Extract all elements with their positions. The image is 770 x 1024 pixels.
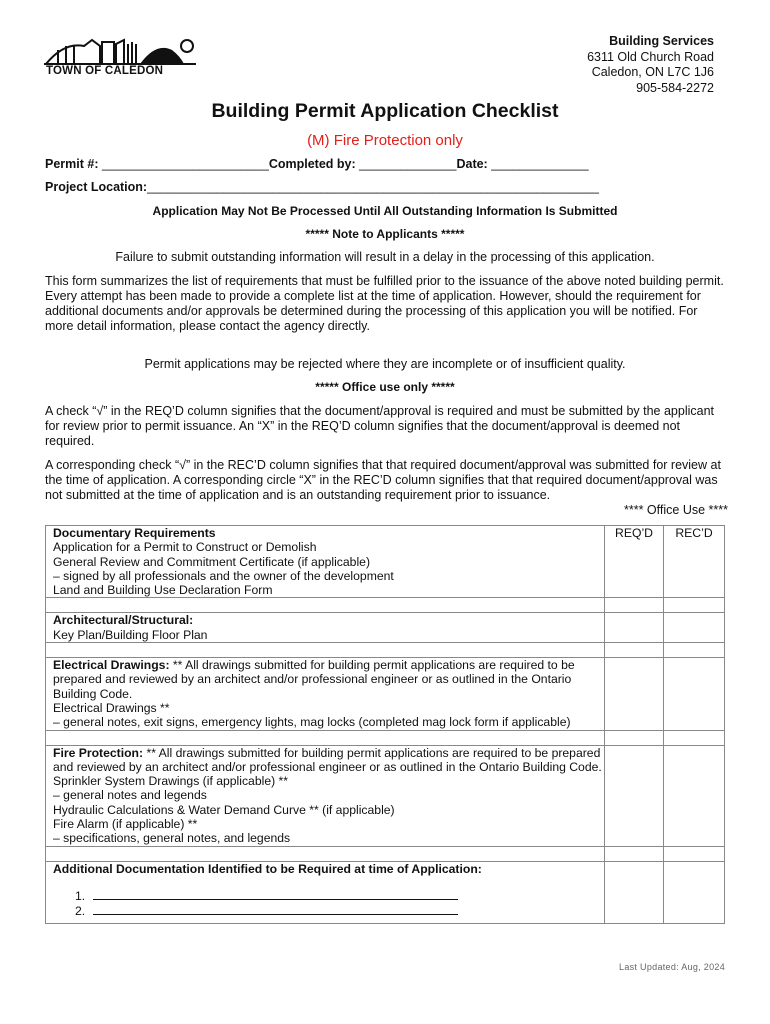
page-title: Building Permit Application Checklist: [211, 100, 559, 122]
doc-item: – signed by all professionals and the owner of the development: [53, 568, 394, 583]
project-location-row: [45, 180, 599, 194]
addl-blank-2[interactable]: [93, 903, 458, 915]
table-row: [46, 658, 725, 730]
permit-fields-row: [45, 157, 589, 171]
table-row: [46, 730, 725, 745]
arch-item: Key Plan/Building Floor Plan: [53, 627, 208, 642]
addl-line-2: [53, 903, 604, 918]
reqd-cell[interactable]: [605, 613, 664, 643]
completed-by-label: Completed by:: [268, 157, 356, 171]
reqd-cell[interactable]: [605, 861, 664, 923]
failure-note: Failure to submit outstanding information will result in a delay in the processing of this application.: [115, 250, 655, 264]
completed-by-field[interactable]: ______________: [359, 157, 457, 171]
fire-item: Sprinkler System Drawings (if applicable) **: [53, 774, 289, 789]
logo-text: TOWN OF CALEDON: [46, 65, 164, 77]
permit-number-field[interactable]: ________________________: [101, 157, 269, 171]
permit-label: Permit #:: [45, 157, 99, 171]
fire-item: Fire Alarm (if applicable) **: [53, 817, 198, 832]
documentary-section: [46, 526, 605, 598]
table-row: [46, 846, 725, 861]
department-name: Building Services: [609, 34, 714, 48]
town-logo-graphic: [44, 36, 199, 66]
fire-note: [53, 746, 604, 775]
recd-column-header: [664, 526, 725, 598]
office-use-heading: ***** Office use only *****: [315, 380, 455, 394]
table-row: [46, 598, 725, 613]
recd-cell[interactable]: [664, 613, 725, 643]
addl-number-2: 2.: [75, 904, 86, 919]
recd-header-label: REC’D: [675, 526, 713, 540]
addl-number-1: 1.: [75, 888, 86, 903]
fire-item: Hydraulic Calculations & Water Demand Curve ** (if applicable): [53, 802, 395, 817]
arch-heading: Architectural/Structural:: [53, 613, 194, 628]
project-location-label: Project Location:: [45, 180, 148, 194]
table-row: [46, 613, 725, 643]
fire-note-text: ** All drawings submitted for building permit applications are required to be prepared and reviewed by an architect and/or professional engineer or as outlined in the Ontario Building Code.: [53, 745, 602, 774]
summary-paragraph: This form summarizes the list of requirements that must be fulfilled prior to the issuance of the above noted building permit. Every attempt has been made to provide a complete list at the time of application. However, should the requirement for additional documents and/or approvals be determined during the processing of this application you will be notified. For more detail information, please contact the agency directly.: [45, 274, 724, 333]
fire-protection-section: [46, 745, 605, 846]
recd-cell[interactable]: [664, 745, 725, 846]
addl-heading: Additional Documentation Identified to be Required at time of Application:: [53, 861, 482, 876]
reqd-cell[interactable]: [605, 658, 664, 730]
requirements-table: [45, 525, 725, 924]
table-row: [46, 861, 725, 923]
architectural-section: [46, 613, 605, 643]
addl-blank-1[interactable]: [93, 888, 458, 900]
table-row: [46, 643, 725, 658]
reqd-cell[interactable]: [605, 745, 664, 846]
reject-note: Permit applications may be rejected where they are incomplete or of insufficient quality.: [144, 357, 626, 371]
page-subtitle: (M) Fire Protection only: [307, 132, 463, 149]
address-block: [587, 34, 714, 96]
recd-cell[interactable]: [664, 861, 725, 923]
elec-item: – general notes, exit signs, emergency lights, mag locks (completed mag lock form if applicable): [53, 715, 571, 730]
elec-note: [53, 658, 604, 701]
note-heading: ***** Note to Applicants *****: [305, 227, 465, 241]
office-use-label: **** Office Use ****: [624, 503, 728, 517]
elec-heading: Electrical Drawings:: [53, 658, 170, 673]
fire-item: – general notes and legends: [53, 788, 207, 803]
processing-notice: Application May Not Be Processed Until All Outstanding Information Is Submitted: [152, 204, 618, 218]
electrical-section: [46, 658, 605, 730]
elec-item: Electrical Drawings **: [53, 700, 170, 715]
doc-item: General Review and Commitment Certificate (if applicable): [53, 554, 370, 569]
recd-explanation: A corresponding check “√” in the REC’D column signifies that that required document/approval was submitted for review at the time of application. A corresponding circle “X” in the REC’D column signifies that that required document/approval was not submitted at the time of application and is an outstanding requirement prior to issuance.: [45, 458, 721, 502]
doc-item: Application for a Permit to Construct or Demolish: [53, 540, 317, 555]
project-location-field[interactable]: _________________________________________________________________: [147, 180, 599, 194]
addl-line-1: [53, 888, 604, 903]
date-field[interactable]: ______________: [491, 157, 589, 171]
fire-item: – specifications, general notes, and legends: [53, 831, 291, 846]
phone-number: 905-584-2272: [636, 80, 714, 95]
address-line-2: Caledon, ON L7C 1J6: [591, 65, 714, 79]
table-row: [46, 745, 725, 846]
date-label: Date:: [456, 157, 488, 171]
reqd-header-label: REQ’D: [615, 526, 653, 540]
town-logo: [44, 36, 199, 81]
doc-heading: Documentary Requirements: [53, 526, 216, 540]
doc-item: Land and Building Use Declaration Form: [53, 583, 273, 598]
address-line-1: 6311 Old Church Road: [587, 49, 714, 64]
recd-cell[interactable]: [664, 658, 725, 730]
reqd-explanation: A check “√” in the REQ’D column signifies that the document/approval is required and must be submitted by the applicant for review prior to permit issuance. An “X” in the REQ’D column signifies that the document/approval is deemed not required.: [45, 404, 715, 448]
fire-heading: Fire Protection:: [53, 745, 144, 760]
additional-docs-section: [46, 861, 605, 923]
reqd-column-header: [605, 526, 664, 598]
elec-note-text: ** All drawings submitted for building permit applications are required to be prepared and reviewed by an architect and/or professional engineer or as outlined in the Ontario Building Code.: [53, 658, 575, 701]
last-updated: Last Updated: Aug, 2024: [619, 962, 725, 972]
table-row: [46, 526, 725, 598]
